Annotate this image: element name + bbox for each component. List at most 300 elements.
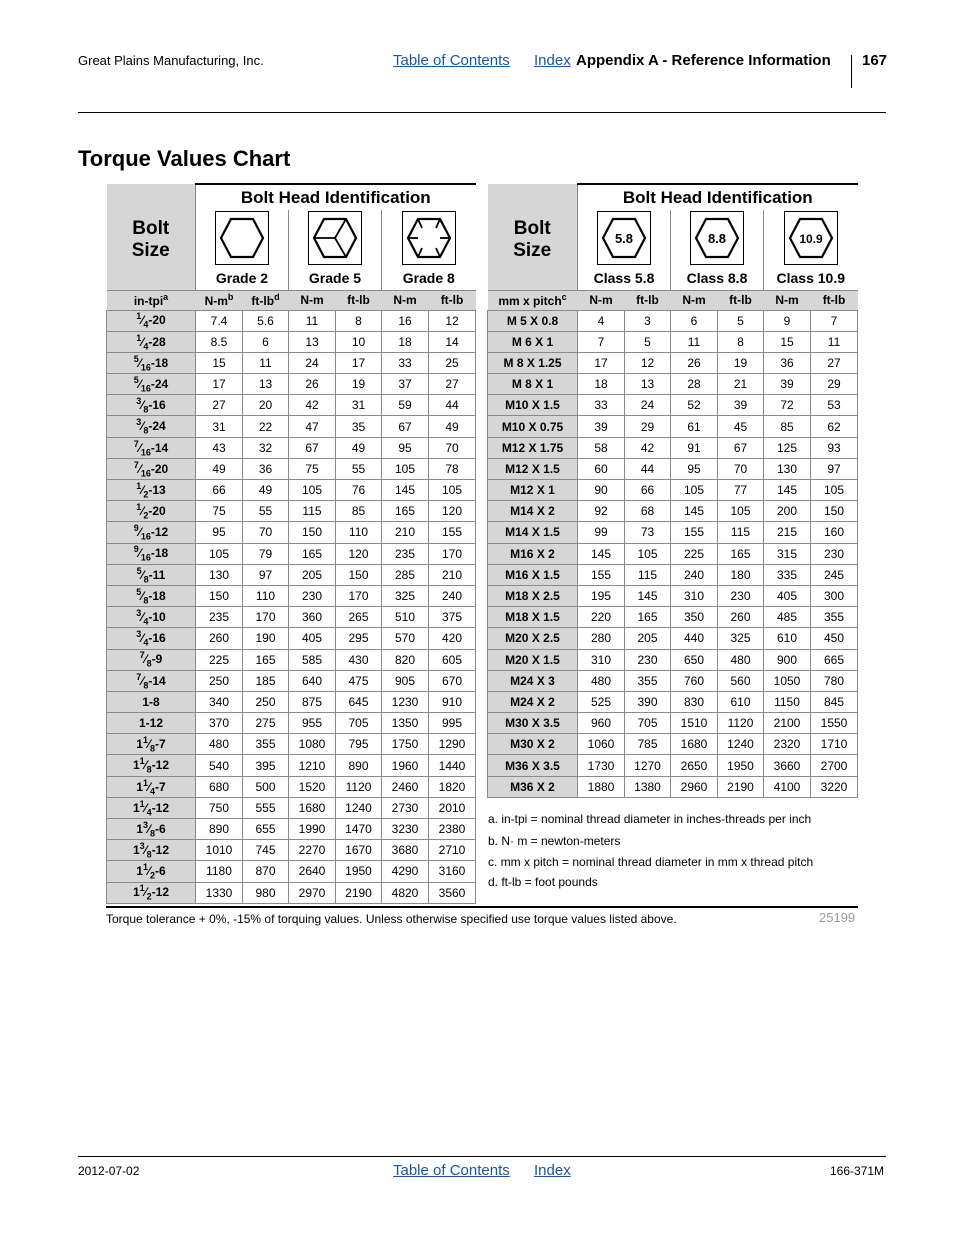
torque-value-cell: 3680 <box>382 840 429 861</box>
torque-value-cell: 1750 <box>382 734 429 755</box>
torque-value-cell: 155 <box>671 522 718 543</box>
torque-value-cell: 960 <box>578 713 625 734</box>
torque-value-cell: 105 <box>289 480 336 501</box>
table-row <box>107 882 476 903</box>
table-row <box>107 713 476 734</box>
torque-value-cell: 890 <box>196 819 243 840</box>
torque-value-cell: 610 <box>764 628 811 649</box>
torque-value-cell: 745 <box>243 840 289 861</box>
torque-value-cell: 655 <box>243 819 289 840</box>
torque-value-cell: 355 <box>625 670 671 691</box>
torque-value-cell: 280 <box>578 628 625 649</box>
torque-value-cell: 43 <box>196 437 243 458</box>
table-row <box>488 395 858 416</box>
torque-value-cell: 105 <box>671 480 718 501</box>
torque-value-cell: 105 <box>429 480 476 501</box>
torque-value-cell: 195 <box>578 585 625 606</box>
torque-value-cell: 2190 <box>336 882 382 903</box>
torque-value-cell: 1470 <box>336 819 382 840</box>
bolt-size-cell: M12 X 1.5 <box>488 458 578 479</box>
torque-value-cell: 165 <box>625 607 671 628</box>
torque-value-cell: 165 <box>289 543 336 564</box>
torque-value-cell: 70 <box>718 458 764 479</box>
torque-value-cell: 335 <box>764 564 811 585</box>
torque-value-cell: 6 <box>671 310 718 331</box>
torque-value-cell: 1710 <box>811 734 858 755</box>
footer-date: 2012-07-02 <box>78 1164 140 1178</box>
torque-value-cell: 53 <box>811 395 858 416</box>
torque-value-cell: 670 <box>429 670 476 691</box>
torque-value-cell: 49 <box>336 437 382 458</box>
torque-value-cell: 11 <box>243 352 289 373</box>
table-row <box>107 416 476 437</box>
torque-value-cell: 4820 <box>382 882 429 903</box>
bolt-size-label-2: Size <box>131 240 170 261</box>
table-row <box>488 480 858 501</box>
torque-value-cell: 21 <box>718 374 764 395</box>
torque-value-cell: 900 <box>764 649 811 670</box>
torque-value-cell: 67 <box>382 416 429 437</box>
bolt-size-cell: M24 X 2 <box>488 691 578 712</box>
header-index-link[interactable]: Index <box>534 52 571 69</box>
footnote-c: c. mm x pitch = nominal thread diameter in mm x thread pitch <box>488 855 814 869</box>
torque-value-cell: 235 <box>196 607 243 628</box>
torque-value-cell: 1330 <box>196 882 243 903</box>
torque-value-cell: 395 <box>243 755 289 776</box>
torque-value-cell: 1680 <box>289 797 336 818</box>
torque-value-cell: 830 <box>671 691 718 712</box>
torque-value-cell: 6 <box>243 331 289 352</box>
torque-value-cell: 155 <box>578 564 625 585</box>
torque-value-cell: 1820 <box>429 776 476 797</box>
torque-value-cell: 450 <box>811 628 858 649</box>
torque-value-cell: 275 <box>243 713 289 734</box>
torque-value-cell: 1120 <box>336 776 382 797</box>
section-title: Appendix A - Reference Information <box>576 52 831 69</box>
torque-value-cell: 1520 <box>289 776 336 797</box>
grade-8-ftlb-header: ft-lb <box>429 290 476 310</box>
torque-value-cell: 97 <box>811 458 858 479</box>
torque-value-cell: 55 <box>336 458 382 479</box>
torque-value-cell: 210 <box>429 564 476 585</box>
torque-value-cell: 205 <box>289 564 336 585</box>
torque-value-cell: 370 <box>196 713 243 734</box>
bolt-size-cell: $1^1⁄_4-7$ <box>107 776 196 797</box>
torque-value-cell: 310 <box>671 585 718 606</box>
torque-value-cell: 2010 <box>429 797 476 818</box>
torque-value-cell: 145 <box>764 480 811 501</box>
torque-value-cell: 440 <box>671 628 718 649</box>
torque-value-cell: 4100 <box>764 776 811 797</box>
table-row <box>488 734 858 755</box>
torque-value-cell: 97 <box>243 564 289 585</box>
torque-value-cell: 170 <box>429 543 476 564</box>
torque-value-cell: 310 <box>578 649 625 670</box>
bolt-size-label-1: Bolt <box>132 218 170 239</box>
torque-value-cell: 70 <box>243 522 289 543</box>
torque-value-cell: 180 <box>718 564 764 585</box>
bolt-size-cell: M20 X 2.5 <box>488 628 578 649</box>
grade-2-nm-header: $N-m^b$ <box>196 290 243 310</box>
table-row <box>488 437 858 458</box>
torque-value-cell: 11 <box>671 331 718 352</box>
torque-value-cell: 1240 <box>718 734 764 755</box>
bolt-size-cell: $^5⁄_8-11$ <box>107 564 196 585</box>
torque-value-cell: 49 <box>243 480 289 501</box>
torque-value-cell: 260 <box>196 628 243 649</box>
table-row <box>488 374 858 395</box>
class-10-9-mark: 10.9 <box>799 231 823 246</box>
torque-value-cell: 2970 <box>289 882 336 903</box>
torque-value-cell: 2460 <box>382 776 429 797</box>
bolt-size-cell: M30 X 3.5 <box>488 713 578 734</box>
torque-value-cell: 11 <box>811 331 858 352</box>
footer-toc-link[interactable]: Table of Contents <box>393 1162 510 1179</box>
torque-value-cell: 665 <box>811 649 858 670</box>
bolt-head-id-header: Bolt Head Identification <box>578 184 858 210</box>
table-row <box>488 501 858 522</box>
torque-value-cell: 66 <box>625 480 671 501</box>
bolt-size-cell: $^5⁄_{16}-24$ <box>107 374 196 395</box>
torque-value-cell: 2320 <box>764 734 811 755</box>
torque-value-cell: 295 <box>336 628 382 649</box>
bolt-head-id-header: Bolt Head Identification <box>196 184 476 210</box>
torque-value-cell: 1080 <box>289 734 336 755</box>
class-8-8-label: Class 8.8 <box>671 268 764 290</box>
torque-value-cell: 145 <box>382 480 429 501</box>
torque-value-cell: 2650 <box>671 755 718 776</box>
class-10-9-nm-header: N-m <box>764 290 811 310</box>
table-row <box>107 352 476 373</box>
bolt-size-cell: M 6 X 1 <box>488 331 578 352</box>
bolt-size-cell: M36 X 2 <box>488 776 578 797</box>
bolt-size-cell: M18 X 1.5 <box>488 607 578 628</box>
torque-value-cell: 79 <box>243 543 289 564</box>
metric-torque-table <box>487 183 858 798</box>
grade-5-label: Grade 5 <box>289 268 382 290</box>
torque-value-cell: 105 <box>718 501 764 522</box>
torque-value-cell: 36 <box>764 352 811 373</box>
torque-value-cell: 170 <box>243 607 289 628</box>
torque-value-cell: 230 <box>625 649 671 670</box>
torque-value-cell: 355 <box>243 734 289 755</box>
table-row <box>107 501 476 522</box>
bolt-size-cell: $1^1⁄_8-7$ <box>107 734 196 755</box>
torque-value-cell: 230 <box>811 543 858 564</box>
torque-value-cell: 2960 <box>671 776 718 797</box>
table-row <box>488 416 858 437</box>
torque-value-cell: 49 <box>196 458 243 479</box>
torque-value-cell: 250 <box>196 670 243 691</box>
grade-5-head <box>289 210 382 268</box>
class-5-8-bolt-icon <box>597 211 651 265</box>
bolt-size-cell: M30 X 2 <box>488 734 578 755</box>
torque-value-cell: 77 <box>718 480 764 501</box>
torque-value-cell: 1060 <box>578 734 625 755</box>
torque-value-cell: 39 <box>578 416 625 437</box>
torque-value-cell: 890 <box>336 755 382 776</box>
torque-value-cell: 750 <box>196 797 243 818</box>
table-row <box>107 628 476 649</box>
torque-value-cell: 33 <box>578 395 625 416</box>
table-row <box>107 564 476 585</box>
torque-value-cell: 15 <box>764 331 811 352</box>
torque-value-cell: 11 <box>289 310 336 331</box>
torque-value-cell: 525 <box>578 691 625 712</box>
torque-value-cell: 105 <box>382 458 429 479</box>
inch-torque-table <box>106 183 476 904</box>
table-row <box>107 374 476 395</box>
torque-value-cell: 420 <box>429 628 476 649</box>
torque-value-cell: 115 <box>718 522 764 543</box>
torque-value-cell: 405 <box>289 628 336 649</box>
grade-5-nm-header: N-m <box>289 290 336 310</box>
grade-8-bolt-icon <box>402 211 456 265</box>
torque-value-cell: 430 <box>336 649 382 670</box>
torque-value-cell: 570 <box>382 628 429 649</box>
torque-value-cell: 3560 <box>429 882 476 903</box>
torque-value-cell: 12 <box>625 352 671 373</box>
torque-value-cell: 1550 <box>811 713 858 734</box>
torque-value-cell: 120 <box>336 543 382 564</box>
table-row <box>488 585 858 606</box>
bolt-size-cell: M20 X 1.5 <box>488 649 578 670</box>
table-row <box>488 628 858 649</box>
bolt-size-cell: $1^3⁄_8-6$ <box>107 819 196 840</box>
grade-2-label: Grade 2 <box>196 268 289 290</box>
torque-value-cell: 605 <box>429 649 476 670</box>
torque-value-cell: 110 <box>336 522 382 543</box>
torque-value-cell: 3220 <box>811 776 858 797</box>
table-row <box>107 585 476 606</box>
table-row <box>107 649 476 670</box>
torque-value-cell: 24 <box>625 395 671 416</box>
torque-value-cell: 22 <box>243 416 289 437</box>
torque-value-cell: 875 <box>289 691 336 712</box>
bolt-size-cell: $1^1⁄_2-6$ <box>107 861 196 882</box>
torque-value-cell: 24 <box>289 352 336 373</box>
table-row <box>488 564 858 585</box>
torque-value-cell: 1680 <box>671 734 718 755</box>
torque-value-cell: 62 <box>811 416 858 437</box>
torque-value-cell: 37 <box>382 374 429 395</box>
torque-value-cell: 105 <box>196 543 243 564</box>
torque-value-cell: 350 <box>671 607 718 628</box>
torque-value-cell: 85 <box>336 501 382 522</box>
table-row <box>107 331 476 352</box>
bolt-size-cell: M 5 X 0.8 <box>488 310 578 331</box>
torque-value-cell: 540 <box>196 755 243 776</box>
torque-value-cell: 325 <box>718 628 764 649</box>
footnote-d: d. ft-lb = foot pounds <box>488 875 598 889</box>
torque-value-cell: 95 <box>671 458 718 479</box>
torque-value-cell: 18 <box>382 331 429 352</box>
torque-value-cell: 585 <box>289 649 336 670</box>
table-row <box>488 310 858 331</box>
torque-value-cell: 150 <box>336 564 382 585</box>
torque-value-cell: 3 <box>625 310 671 331</box>
torque-value-cell: 13 <box>625 374 671 395</box>
bolt-size-cell: $^7⁄_8-14$ <box>107 670 196 691</box>
torque-value-cell: 230 <box>718 585 764 606</box>
torque-value-cell: 58 <box>578 437 625 458</box>
bolt-size-cell: $^9⁄_{16}-12$ <box>107 522 196 543</box>
torque-value-cell: 27 <box>429 374 476 395</box>
torque-value-cell: 1290 <box>429 734 476 755</box>
bolt-size-cell: M14 X 1.5 <box>488 522 578 543</box>
torque-value-cell: 1380 <box>625 776 671 797</box>
torque-value-cell: 315 <box>764 543 811 564</box>
bolt-size-cell: $^5⁄_8-18$ <box>107 585 196 606</box>
torque-value-cell: 2710 <box>429 840 476 861</box>
bolt-size-cell: M10 X 0.75 <box>488 416 578 437</box>
torque-value-cell: 325 <box>382 585 429 606</box>
bolt-size-cell: $^3⁄_8-24$ <box>107 416 196 437</box>
torque-value-cell: 795 <box>336 734 382 755</box>
bolt-size-cell: M36 X 3.5 <box>488 755 578 776</box>
torque-value-cell: 955 <box>289 713 336 734</box>
torque-value-cell: 60 <box>578 458 625 479</box>
grade-8-label: Grade 8 <box>382 268 476 290</box>
torque-value-cell: 1180 <box>196 861 243 882</box>
torque-value-cell: 1150 <box>764 691 811 712</box>
torque-value-cell: 115 <box>625 564 671 585</box>
torque-value-cell: 49 <box>429 416 476 437</box>
torque-value-cell: 130 <box>196 564 243 585</box>
torque-value-cell: 1210 <box>289 755 336 776</box>
torque-value-cell: 17 <box>196 374 243 395</box>
torque-value-cell: 13 <box>243 374 289 395</box>
torque-value-cell: 27 <box>196 395 243 416</box>
class-10-9-bolt-icon <box>784 211 838 265</box>
table-row <box>488 670 858 691</box>
torque-value-cell: 31 <box>196 416 243 437</box>
torque-value-cell: 510 <box>382 607 429 628</box>
footer-index-link[interactable]: Index <box>534 1162 571 1179</box>
table-row <box>488 649 858 670</box>
torque-value-cell: 9 <box>764 310 811 331</box>
torque-value-cell: 260 <box>718 607 764 628</box>
torque-value-cell: 35 <box>336 416 382 437</box>
torque-value-cell: 105 <box>625 543 671 564</box>
table-row <box>107 310 476 331</box>
class-5-8-mark: 5.8 <box>614 230 634 246</box>
table-row <box>488 776 858 797</box>
torque-value-cell: 17 <box>336 352 382 373</box>
torque-value-cell: 480 <box>578 670 625 691</box>
torque-value-cell: 27 <box>811 352 858 373</box>
torque-value-cell: 235 <box>382 543 429 564</box>
bolt-size-cell: M12 X 1.75 <box>488 437 578 458</box>
torque-value-cell: 405 <box>764 585 811 606</box>
grade-8-head <box>382 210 476 268</box>
torque-value-cell: 230 <box>289 585 336 606</box>
torque-value-cell: 95 <box>382 437 429 458</box>
torque-value-cell: 120 <box>429 501 476 522</box>
torque-value-cell: 75 <box>289 458 336 479</box>
grade-5-ftlb-header: ft-lb <box>336 290 382 310</box>
torque-value-cell: 3660 <box>764 755 811 776</box>
torque-value-cell: 28 <box>671 374 718 395</box>
torque-value-cell: 1350 <box>382 713 429 734</box>
torque-value-cell: 5.6 <box>243 310 289 331</box>
torque-value-cell: 2190 <box>718 776 764 797</box>
torque-value-cell: 95 <box>196 522 243 543</box>
torque-value-cell: 170 <box>336 585 382 606</box>
torque-value-cell: 42 <box>625 437 671 458</box>
torque-value-cell: 85 <box>764 416 811 437</box>
company-name: Great Plains Manufacturing, Inc. <box>78 53 264 68</box>
torque-value-cell: 390 <box>625 691 671 712</box>
torque-value-cell: 5 <box>718 310 764 331</box>
torque-value-cell: 845 <box>811 691 858 712</box>
header-toc-link[interactable]: Table of Contents <box>393 52 510 69</box>
torque-value-cell: 375 <box>429 607 476 628</box>
table-row <box>107 776 476 797</box>
figure-id: 25199 <box>819 910 856 925</box>
table-row <box>488 713 858 734</box>
bolt-size-cell: M14 X 2 <box>488 501 578 522</box>
class-8-8-head <box>671 210 764 268</box>
torque-value-cell: 44 <box>625 458 671 479</box>
table-row <box>107 691 476 712</box>
torque-value-cell: 52 <box>671 395 718 416</box>
torque-value-cell: 640 <box>289 670 336 691</box>
torque-value-cell: 240 <box>429 585 476 606</box>
torque-value-cell: 20 <box>243 395 289 416</box>
class-8-8-mark: 8.8 <box>707 230 727 246</box>
torque-value-cell: 10 <box>336 331 382 352</box>
table-row <box>107 670 476 691</box>
torque-value-cell: 130 <box>764 458 811 479</box>
bolt-size-cell: $^1⁄_2-20$ <box>107 501 196 522</box>
torque-value-cell: 66 <box>196 480 243 501</box>
torque-value-cell: 610 <box>718 691 764 712</box>
footer-rule <box>78 1156 886 1157</box>
footer-doc-number: 166-371M <box>830 1164 885 1178</box>
bolt-size-cell: $^3⁄_4-10$ <box>107 607 196 628</box>
bolt-size-cell: $^5⁄_{16}-18$ <box>107 352 196 373</box>
class-10-9-head <box>764 210 858 268</box>
class-8-8-ftlb-header: ft-lb <box>718 290 764 310</box>
bolt-size-cell: M16 X 1.5 <box>488 564 578 585</box>
torque-value-cell: 70 <box>429 437 476 458</box>
torque-value-cell: 485 <box>764 607 811 628</box>
torque-value-cell: 340 <box>196 691 243 712</box>
torque-value-cell: 55 <box>243 501 289 522</box>
torque-value-cell: 72 <box>764 395 811 416</box>
torque-value-cell: 555 <box>243 797 289 818</box>
bolt-size-cell: M 8 X 1.25 <box>488 352 578 373</box>
torque-value-cell: 125 <box>764 437 811 458</box>
torque-value-cell: 165 <box>382 501 429 522</box>
table-row <box>488 543 858 564</box>
torque-value-cell: 59 <box>382 395 429 416</box>
torque-value-cell: 45 <box>718 416 764 437</box>
bolt-size-label-2: Size <box>513 240 552 261</box>
torque-value-cell: 44 <box>429 395 476 416</box>
torque-value-cell: 300 <box>811 585 858 606</box>
bolt-size-header <box>107 184 196 290</box>
torque-value-cell: 105 <box>811 480 858 501</box>
torque-value-cell: 29 <box>811 374 858 395</box>
torque-value-cell: 705 <box>336 713 382 734</box>
bolt-size-cell: $^7⁄_8-9$ <box>107 649 196 670</box>
torque-value-cell: 1990 <box>289 819 336 840</box>
torque-value-cell: 165 <box>718 543 764 564</box>
torque-value-cell: 500 <box>243 776 289 797</box>
table-row <box>107 819 476 840</box>
